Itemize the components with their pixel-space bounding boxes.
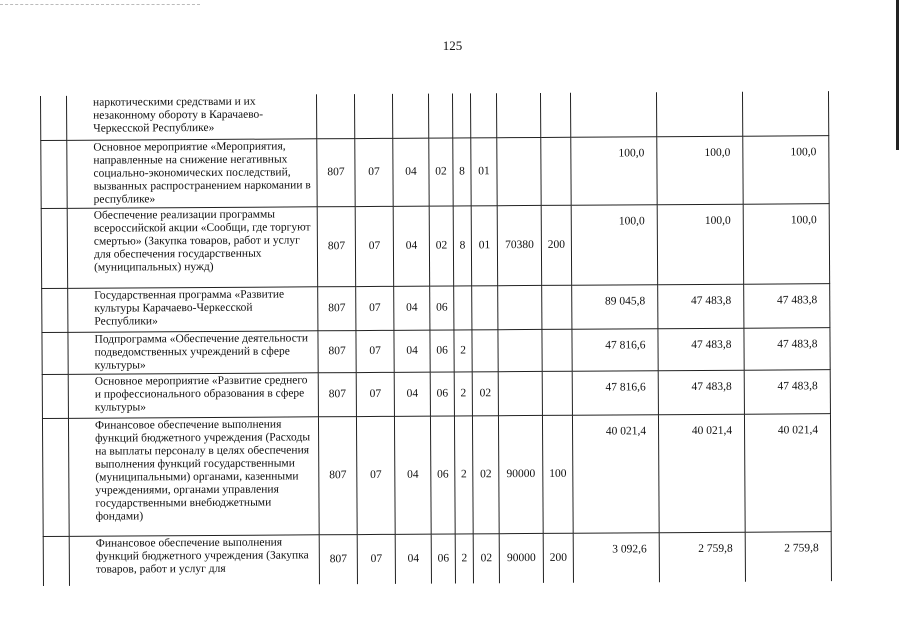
code-subprogram: 2 bbox=[454, 329, 472, 371]
code-subprogram: 2 bbox=[455, 533, 473, 583]
code-program: 06 bbox=[431, 533, 455, 583]
row-number-cell bbox=[42, 332, 68, 374]
code-subprogram bbox=[454, 285, 472, 329]
code-gr: 807 bbox=[317, 206, 355, 286]
row-number-cell bbox=[43, 536, 69, 586]
sum-year-2: 40 021,4 bbox=[658, 414, 745, 533]
code-subprogram: 8 bbox=[453, 205, 471, 285]
row-name: Подпрограмма «Обеспечение деятельности подведомственных учреждений в сфере культуры» bbox=[68, 330, 318, 374]
sum-year-2: 2 759,8 bbox=[659, 532, 745, 583]
budget-table bbox=[40, 91, 832, 586]
row-number-cell bbox=[42, 418, 69, 536]
sum-year-3 bbox=[742, 91, 828, 136]
sum-year-1: 89 045,8 bbox=[572, 284, 658, 329]
code-direction bbox=[498, 285, 542, 329]
code-gr: 807 bbox=[318, 372, 356, 416]
code-direction bbox=[497, 137, 541, 205]
code-program: 06 bbox=[430, 415, 455, 533]
table-row bbox=[42, 283, 830, 332]
row-name: Основное мероприятие «Развитие среднего и профессионального образования в сфере культуры» bbox=[68, 372, 318, 418]
sum-year-3: 100,0 bbox=[743, 135, 829, 204]
row-name: Обеспечение реализации программы всероссийской акции «Сообщи, где торгуют смертью» (Закупка товаров, работ и услуг для обеспечения государственных (муниципальных) нужд) bbox=[67, 206, 317, 288]
code-program: 06 bbox=[430, 285, 454, 329]
code-pr: 04 bbox=[394, 286, 430, 330]
code-gr: 807 bbox=[318, 286, 356, 330]
row-number-cell bbox=[41, 140, 67, 208]
code-program bbox=[428, 93, 452, 137]
code-program: 06 bbox=[430, 371, 454, 415]
sum-year-2 bbox=[656, 92, 742, 137]
table-row bbox=[41, 135, 829, 208]
sum-year-2: 47 483,8 bbox=[658, 284, 744, 329]
table-row bbox=[41, 203, 829, 288]
sum-year-1: 100,0 bbox=[571, 204, 657, 285]
code-event bbox=[472, 329, 498, 371]
code-direction: 70380 bbox=[497, 205, 541, 285]
table-row bbox=[42, 413, 831, 536]
sum-year-2: 47 483,8 bbox=[658, 370, 744, 415]
sum-year-1: 47 816,6 bbox=[572, 370, 658, 415]
table-row bbox=[40, 91, 828, 140]
code-event bbox=[472, 285, 498, 329]
table-row bbox=[43, 531, 831, 586]
code-program: 02 bbox=[429, 205, 453, 285]
code-rz: 07 bbox=[355, 206, 393, 286]
code-expense-type bbox=[542, 285, 572, 329]
code-expense-type: 200 bbox=[541, 205, 571, 285]
code-subprogram: 2 bbox=[454, 415, 473, 533]
code-pr: 04 bbox=[394, 330, 430, 372]
page-number: 125 bbox=[442, 38, 463, 53]
code-expense-type bbox=[540, 93, 570, 137]
sum-year-3: 100,0 bbox=[743, 203, 829, 284]
code-rz: 07 bbox=[356, 416, 395, 534]
code-subprogram bbox=[452, 93, 470, 137]
code-pr: 04 bbox=[394, 416, 431, 534]
code-event: 02 bbox=[472, 415, 499, 533]
code-gr: 807 bbox=[319, 534, 357, 584]
row-number-cell bbox=[42, 288, 68, 332]
row-name: Основное мероприятие «Мероприятия, направленные на снижение негативных социально-экономических последствий, вызванных распространением наркомании в республике» bbox=[67, 138, 317, 208]
sum-year-3: 40 021,4 bbox=[744, 413, 831, 532]
code-event bbox=[470, 93, 496, 137]
code-rz: 07 bbox=[356, 372, 394, 416]
code-direction bbox=[498, 329, 542, 371]
sum-year-3: 47 483,8 bbox=[744, 283, 830, 328]
sum-year-3: 47 483,8 bbox=[744, 327, 830, 370]
code-gr: 807 bbox=[317, 138, 355, 206]
code-expense-type: 200 bbox=[543, 533, 573, 583]
code-expense-type bbox=[542, 371, 572, 415]
sum-year-1: 100,0 bbox=[571, 136, 657, 205]
sum-year-2: 100,0 bbox=[657, 204, 743, 285]
code-rz: 07 bbox=[357, 534, 395, 584]
scan-edge-right bbox=[896, 0, 899, 150]
sum-year-1: 3 092,6 bbox=[573, 532, 659, 583]
sum-year-1: 47 816,6 bbox=[572, 328, 658, 371]
row-name: наркотическими средствами и их незаконному обороту в Карачаево-Черкесской Республике» bbox=[66, 94, 316, 140]
row-name: Государственная программа «Развитие культуры Карачаево-Черкесской Республики» bbox=[68, 286, 318, 332]
code-pr: 04 bbox=[395, 534, 431, 584]
code-pr: 04 bbox=[394, 372, 430, 416]
code-gr: 807 bbox=[318, 416, 357, 534]
code-direction bbox=[496, 93, 540, 137]
row-number-cell bbox=[40, 96, 66, 140]
code-program: 06 bbox=[430, 329, 454, 371]
row-name: Финансовое обеспечение выполнения функций бюджетного учреждения (Расходы на выплаты персоналу в целях обеспечения выполнения функций государственными (муниципальными) органами, казенными учреждениями, органами управления государственными внебюджетными фондами) bbox=[68, 416, 319, 536]
code-expense-type: 100 bbox=[542, 415, 573, 533]
code-subprogram: 8 bbox=[453, 137, 471, 205]
scan-edge-top bbox=[0, 4, 200, 5]
code-rz: 07 bbox=[355, 138, 393, 206]
row-number-cell bbox=[42, 374, 68, 418]
code-rz: 07 bbox=[356, 330, 394, 372]
sum-year-2: 100,0 bbox=[657, 136, 743, 205]
code-event: 01 bbox=[471, 137, 497, 205]
sum-year-3: 2 759,8 bbox=[745, 531, 831, 582]
code-event: 02 bbox=[472, 371, 498, 415]
code-direction: 90000 bbox=[498, 415, 543, 533]
code-pr bbox=[392, 94, 428, 138]
code-subprogram: 2 bbox=[454, 371, 472, 415]
sum-year-1: 40 021,4 bbox=[572, 414, 659, 533]
code-pr: 04 bbox=[393, 138, 429, 206]
code-rz: 07 bbox=[356, 286, 394, 330]
table-row bbox=[42, 369, 830, 418]
code-program: 02 bbox=[429, 137, 453, 205]
code-rz bbox=[354, 94, 392, 138]
sum-year-3: 47 483,8 bbox=[744, 369, 830, 414]
code-gr bbox=[316, 94, 354, 138]
code-expense-type bbox=[542, 329, 572, 371]
code-event: 02 bbox=[473, 533, 499, 583]
code-pr: 04 bbox=[393, 206, 429, 286]
code-direction bbox=[498, 371, 542, 415]
code-gr: 807 bbox=[318, 330, 356, 372]
sum-year-2: 47 483,8 bbox=[658, 328, 744, 371]
sum-year-1 bbox=[570, 92, 656, 137]
code-direction: 90000 bbox=[499, 533, 543, 583]
code-expense-type bbox=[541, 137, 571, 205]
code-event: 01 bbox=[471, 205, 497, 285]
row-name: Финансовое обеспечение выполнения функций бюджетного учреждения (Закупка товаров, работ и услуг для bbox=[69, 534, 319, 586]
row-number-cell bbox=[41, 208, 67, 288]
table-row bbox=[42, 327, 830, 374]
